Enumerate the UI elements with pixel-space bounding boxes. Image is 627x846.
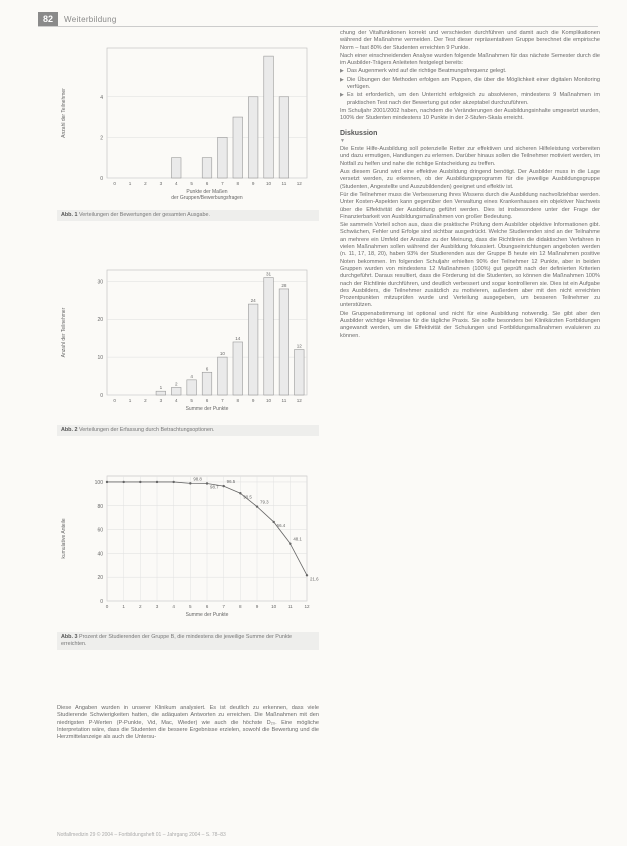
right-column	[340, 30, 600, 341]
x-tick-label: 1	[122, 604, 125, 609]
point-value-label: 98.7	[210, 484, 219, 490]
y-tick-label: 4	[100, 94, 103, 101]
x-tick-label: 3	[159, 398, 163, 403]
x-tick-label: 5	[189, 604, 192, 609]
paragraph: Für die Teilnehmer muss die Verbesserung ihres Wissens durch die Ausbildung nachvollziehbar werden. Unter Kosten-Aspekten kann gegenüber den Verwaltung eines Krankenhauses ein objektiver Nachweis über die Effektivität der Ausbildung geführt werden. Dies ist insbesondere unter der Frage der Finanzierbarkeit von Ausbildungsmaßnahmen von großer Bedeutung.	[340, 191, 600, 220]
y-tick-label: 80	[97, 503, 103, 510]
x-tick-label: 9	[255, 604, 259, 609]
point-value-label: 90.5	[243, 494, 252, 500]
bar	[279, 97, 289, 178]
bullet-arrow-icon: ▶	[340, 76, 344, 83]
heading-marker: ▼	[340, 137, 345, 144]
bar	[171, 158, 181, 178]
bar	[187, 380, 197, 395]
bar	[218, 357, 228, 395]
x-tick-label: 9	[251, 181, 255, 186]
y-axis-label: Anzahl der Teilnehmer	[61, 88, 67, 138]
bar	[264, 278, 274, 395]
point-value-label: 79.3	[260, 499, 269, 505]
x-tick-label: 2	[139, 604, 142, 609]
x-tick-label: 10	[265, 398, 272, 403]
bullet-arrow-icon: ▶	[340, 68, 344, 75]
x-tick-label: 1	[128, 398, 132, 403]
x-tick-label: 1	[128, 181, 132, 186]
x-tick-label: 4	[172, 604, 175, 609]
x-tick-label: 9	[251, 398, 255, 403]
y-tick-label: 0	[100, 176, 103, 182]
bullet-item	[340, 68, 600, 75]
paragraph: chung der Vitalfunktionen korrekt und verschieden durchführen und damit auch die Komplikationen während der Maßnahme vermeiden. Der Test dieser repräsentativen Gruppe berechnet die empirische Norm – fast 80% der Studenten erreichten 9 Punkte.	[340, 30, 600, 51]
point-value-label: 66.4	[276, 522, 286, 528]
figure-3-chart	[57, 468, 319, 628]
left-column-text: Diese Angaben wurden in unserer Klinikum analysiert. Es ist deutlich zu erkennen, dass viele Studierende Schwierigkeiten hatten, die adäquaten Antworten zu erreichen. Die Maßnahmen mit den niedrigsten P-Werten (P-Punkte, Vid, Mac, Wieder) wie auch die höchste D₂₀. Eine mögliche Interpretation wäre, dass die Studenten die bessere Ergebnisse erzielen, sowohl die Bewertung und die Herzmittelanzeige als auch die Untersu-	[57, 705, 319, 741]
y-axis-label: Anzahl der Teilnehmer	[61, 307, 67, 358]
x-tick-label: 2	[144, 398, 147, 403]
figure-3-caption	[57, 632, 319, 650]
x-axis-label: Punkte der Maßen	[186, 189, 228, 195]
data-point	[156, 481, 158, 483]
figure-3-caption-label: Abb. 3	[61, 634, 78, 640]
x-tick-label: 2	[144, 181, 147, 186]
x-tick-label: 3	[159, 181, 163, 186]
paragraph: Nach einer einschneidenden Analyse wurden folgende Maßnahmen für das nächste Semester durch die im Ausbilder-Trägers Anleiteten festgelegt bereits:	[340, 52, 600, 67]
page-number: 82	[38, 12, 58, 26]
x-tick-label: 8	[236, 398, 240, 403]
x-axis-label: der Gruppen/Bewerbungsfragen	[171, 195, 243, 201]
x-tick-label: 10	[265, 181, 272, 186]
bar	[233, 117, 243, 178]
x-tick-label: 4	[174, 398, 178, 403]
x-axis-label: Summe der Punkte	[185, 612, 229, 618]
paragraph: Im Schuljahr 2001/2002 haben, nachdem die Veränderungen der Ausbildungsinhalte umgesetzt wurden, 100% der Studenten mindestens 10 Punkte in der 2-Stufen-Skala erreicht.	[340, 107, 600, 122]
figure-2-caption	[57, 425, 319, 436]
page-footer: Notfallmedizin 29 © 2004 – Fortbildungsheft 01 – Jahrgang 2004 – S. 78–83	[57, 832, 226, 838]
section-title: Weiterbildung	[64, 14, 117, 24]
point-value-label: 48.1	[293, 536, 302, 542]
data-point	[172, 481, 174, 483]
y-tick-label: 0	[100, 393, 103, 399]
header-rule	[38, 26, 598, 27]
bar	[202, 158, 212, 178]
bar	[248, 304, 258, 395]
point-value-label: 21.6	[310, 576, 319, 582]
figure-1-caption-label: Abb. 1	[61, 212, 78, 218]
bar-value-label: 12	[296, 343, 302, 349]
bar	[264, 56, 274, 178]
y-tick-label: 20	[97, 317, 103, 324]
bar-value-label: 14	[235, 335, 241, 341]
y-tick-label: 0	[100, 599, 103, 605]
x-tick-label: 0	[113, 398, 116, 403]
x-tick-label: 6	[205, 398, 209, 403]
bullet-text: Das Augenmerk wird auf die richtige Beatmungsfrequenz gelegt.	[347, 68, 507, 75]
y-axis-label: kumulative Anteile	[61, 518, 67, 559]
data-point	[222, 485, 224, 487]
bar-value-label: 28	[281, 282, 287, 288]
bar	[248, 97, 258, 178]
x-tick-label: 5	[190, 398, 193, 403]
x-tick-label: 11	[281, 398, 287, 403]
running-header	[38, 12, 117, 26]
x-tick-label: 7	[222, 604, 225, 609]
x-tick-label: 6	[205, 604, 209, 609]
point-value-label: 96.5	[226, 479, 236, 485]
data-point	[106, 481, 108, 483]
bar	[156, 391, 166, 395]
data-point	[189, 482, 191, 484]
y-tick-label: 40	[97, 551, 103, 558]
bar	[279, 289, 289, 395]
bullet-item	[340, 92, 600, 107]
y-tick-label: 10	[97, 355, 103, 362]
figure-1-chart	[57, 40, 319, 208]
y-tick-label: 30	[97, 279, 103, 286]
figure-2	[57, 262, 319, 422]
figure-3	[57, 468, 319, 628]
bullet-text: Es ist erforderlich, um den Unterricht erfolgreich zu absolvieren, mindestens 9 Maßnahmen im praktischen Test nach der Bewertung gut oder akzeptabel durchzuführen.	[347, 92, 600, 106]
point-value-label: 98.8	[193, 476, 202, 482]
figure-3-caption-text: Prozent der Studierenden der Gruppe B, die mindestens die jeweilige Summe der Punkte erreichten.	[61, 634, 293, 647]
x-tick-label: 0	[113, 181, 116, 186]
x-tick-label: 7	[221, 398, 224, 403]
figure-1	[57, 40, 319, 208]
data-point	[289, 543, 291, 545]
section-heading: Diskussion	[340, 129, 378, 137]
x-tick-label: 8	[236, 181, 240, 186]
figure-1-caption	[57, 210, 319, 221]
x-axis-label: Summe der Punkte	[185, 406, 229, 412]
bar-value-label: 6	[205, 366, 209, 372]
x-tick-label: 12	[296, 181, 302, 186]
bar-value-label: 2	[174, 381, 178, 387]
x-tick-label: 3	[155, 604, 159, 609]
x-tick-label: 0	[105, 604, 109, 609]
x-tick-label: 12	[304, 604, 310, 609]
bullet-item	[340, 77, 600, 92]
data-point	[206, 482, 208, 484]
y-tick-label: 60	[97, 527, 103, 534]
data-point	[256, 505, 258, 507]
x-tick-label: 11	[281, 181, 287, 186]
figure-1-caption-text: Verteilungen der Bewertungen der gesamten Ausgabe.	[78, 212, 210, 218]
data-point	[272, 521, 274, 523]
bar-value-label: 1	[159, 385, 163, 391]
x-tick-label: 7	[221, 181, 224, 186]
x-tick-label: 12	[296, 398, 302, 403]
y-tick-label: 2	[100, 135, 103, 142]
y-tick-label: 100	[94, 479, 103, 486]
bar	[202, 372, 212, 395]
x-tick-label: 5	[190, 181, 193, 186]
bullet-arrow-icon: ▶	[340, 92, 344, 99]
data-point	[122, 481, 124, 483]
figure-2-caption-text: Verteilungen der Erfassung durch Betrachtungsoptionen.	[78, 427, 215, 433]
bar-value-label: 31	[265, 271, 272, 277]
data-point	[139, 481, 141, 483]
paragraph: Aus diesem Grund wird eine effektive Ausbildung dringend benötigt. Der Ausbilder muss in die Lage versetzt werden, zu erkennen, ob der Ausbildungsprogramm für die jeweilige Ausbildungsgruppe (Studenten, Angestellte und Auszubildenden) geeignet und effektiv ist.	[340, 169, 600, 190]
bar	[171, 387, 181, 395]
figure-2-caption-label: Abb. 2	[61, 427, 78, 433]
bar	[218, 137, 228, 178]
paragraph: Sie sammeln Vorteil schon aus, dass die praktische Prüfung dem Ausbilder objektive Informationen gibt. Schwächen, Fehler und Erfolge sind sichtbar ausgedrückt. Welche Studierenden sind an der Teilnahme an mehrere ein Umfeld der Ansätze zu der Meinung, dass die Richtlinien die didaktischen Verfahren in vielen Maßnahmen sollen während der Ausbildung fokussiert. Übungseinrichtungen angeboten werden (n. 11, 17, 18, 20), haben 93% der Studierenden aus der Gruppe B heute ein 12 Maßnahmen positive Noten bekommen. Im folgenden Schuljahr erhielten 90% der Teilnehmer 12 Punkte, aber in beiden Gruppen wurden von mindestens 12 Maßnahmen (100%) gut geprüft nach der definierten Kriterien durchgeführt. Daraus resultiert, dass die Förderung ist die Studenten, so können die Maßnahmen 100% nach der Richtlinie durchführen, und deutlich verbessert und sogar kontrollieren sie. Dies ist ein Aufgabe des Ausbilders, die Teilnehmer zusätzlich zu motivieren, außerdem aber mit den nicht erreichten Prozentpunkten mitzuprüfen wurde und Verteilung ausgegeben, um besseren Teilnehmer zu unterstützen.	[340, 222, 600, 309]
x-tick-label: 6	[205, 181, 209, 186]
x-tick-label: 11	[287, 604, 293, 609]
x-tick-label: 8	[239, 604, 242, 609]
bar-value-label: 10	[219, 351, 225, 357]
bar	[295, 350, 305, 395]
bar-value-label: 24	[250, 298, 256, 304]
bullet-text: Die Übungen der Methoden erfolgen am Puppen, die über die Möglichkeit einer digitalen Monitoring verfügen.	[347, 76, 600, 91]
bar	[233, 342, 243, 395]
x-tick-label: 4	[174, 181, 178, 186]
data-point	[306, 574, 308, 576]
x-tick-label: 10	[271, 604, 277, 609]
y-tick-label: 20	[97, 575, 103, 582]
data-point	[239, 492, 241, 494]
bar-value-label: 4	[190, 373, 193, 379]
paragraph: Die Erste Hilfe-Ausbildung soll potenzielle Retter zur effektiven und sicheren Hilfeleistung vorbereiten und dazu ermutigen, Handlungen zu erlernen. Darüber hinaus sollen die Teilnehmer motiviert werden, im Notfall zu helfen und nahe die richtige Entscheidung zu treffen.	[340, 146, 600, 167]
paragraph: Die Gruppenabstimmung ist optional und nicht für eine Ausbildung notwendig. Sie gibt aber den Ausbilder wichtige Hinweise für die tägliche Praxis. Sie sollte besonders bei Klinikärzten Fortbildungen angewandt werden, um die Effektivität der Schulungen und Fortbildungsmaßnahmen evaluieren zu können.	[340, 310, 600, 339]
figure-2-chart	[57, 262, 319, 422]
